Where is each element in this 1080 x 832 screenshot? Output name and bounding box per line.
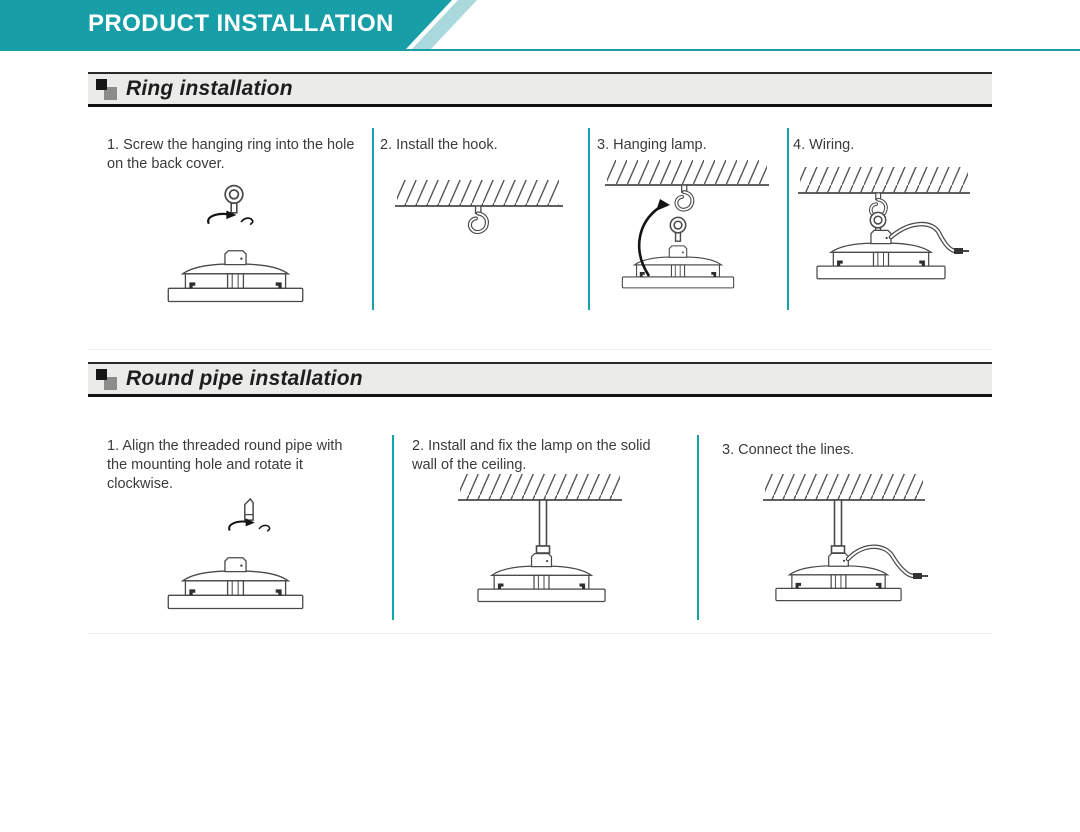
section-body	[88, 397, 992, 634]
hanging-ring-rotation-illustration	[200, 184, 270, 236]
section-marker-icon	[95, 367, 119, 391]
lamp-icon	[168, 558, 302, 609]
banner-title: PRODUCT INSTALLATION	[88, 10, 394, 37]
pipe-mounted-lamp-illustration	[458, 470, 623, 612]
ceiling-hatch	[397, 180, 559, 206]
column-divider	[697, 435, 699, 620]
section-body	[88, 107, 992, 350]
section-header	[88, 362, 992, 397]
ceiling-hatch	[765, 474, 923, 500]
section-marker-icon	[95, 77, 119, 101]
wire-plug-icon	[954, 248, 963, 254]
step-label: 2. Install and fix the lamp on the solid wall of the ceiling.	[412, 438, 651, 473]
step-label: 2. Install the hook.	[380, 137, 498, 153]
wire-plug-icon	[913, 573, 922, 579]
lamp-icon	[817, 230, 945, 278]
pipe-rotation-illustration	[225, 498, 277, 544]
step-label: 3. Connect the lines.	[722, 442, 855, 458]
ceiling-hatch	[460, 474, 620, 500]
lamp-illustration	[163, 246, 308, 303]
pipe-icon	[835, 500, 842, 546]
column-divider	[787, 128, 789, 310]
step-label: 1. Align the threaded round pipe with the mounting hole and rotate it clockwise.	[107, 438, 343, 492]
lift-arrow-head	[656, 199, 670, 211]
hanging-lamp-illustration	[605, 160, 770, 302]
section-title: Round pipe installation	[126, 367, 363, 390]
lamp-illustration	[163, 553, 308, 610]
section-title: Ring installation	[126, 77, 293, 100]
pipe-collar-icon	[832, 546, 845, 553]
section-round-pipe-installation	[88, 362, 992, 634]
wiring-illustration	[798, 160, 976, 295]
section-ring-installation	[88, 72, 992, 350]
lamp-icon	[168, 251, 302, 302]
section-header	[88, 72, 992, 107]
rotation-arrow-icon	[208, 210, 253, 224]
step-label: 4. Wiring.	[793, 137, 855, 153]
top-banner	[0, 0, 1080, 52]
pipe-icon	[540, 500, 547, 546]
pipe-collar-icon	[537, 546, 550, 553]
connect-lines-illustration	[763, 470, 933, 612]
ceiling-hatch	[800, 167, 968, 193]
step-label: 1. Screw the hanging ring into the hole on the back cover.	[107, 137, 355, 172]
ceiling-hook-illustration	[395, 178, 565, 248]
hook-icon	[676, 185, 692, 210]
lamp-icon	[478, 554, 605, 602]
ceiling-hatch	[607, 160, 767, 184]
rotation-arrow-icon	[229, 518, 270, 531]
column-divider	[372, 128, 374, 310]
hook-icon	[470, 206, 487, 232]
eye-ring-icon	[670, 217, 685, 241]
eye-ring-icon	[225, 186, 243, 213]
banner-underline	[0, 49, 1080, 51]
step-label: 3. Hanging lamp.	[597, 137, 707, 153]
lamp-icon	[776, 553, 901, 600]
column-divider	[392, 435, 394, 620]
threaded-pipe-icon	[245, 499, 253, 520]
column-divider	[588, 128, 590, 310]
